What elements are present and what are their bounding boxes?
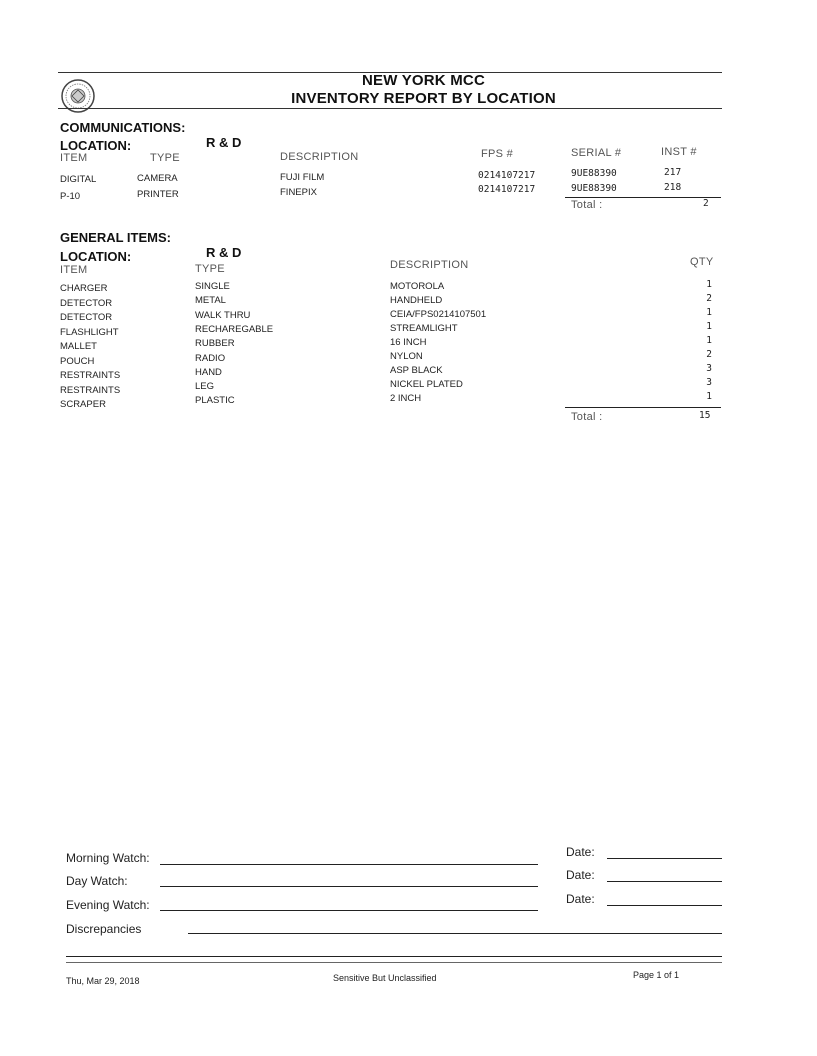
comm-col-fps: FPS # (481, 148, 514, 160)
table-row-gen-8-description: 2 INCH (390, 393, 422, 404)
evening-date-field[interactable] (607, 905, 722, 906)
table-row-gen-7-item: RESTRAINTS (60, 384, 121, 396)
day-watch-signature-field[interactable] (160, 886, 538, 887)
table-row-gen-6-item: RESTRAINTS (60, 370, 121, 381)
morning-date-label: Date: (566, 845, 595, 859)
general-section-label: GENERAL ITEMS: (60, 230, 171, 245)
table-row-gen-2-item: DETECTOR (60, 312, 113, 323)
comm-col-type: TYPE (150, 152, 180, 164)
discrepancies-label: Discrepancies (66, 922, 142, 936)
discrepancies-field[interactable] (188, 933, 722, 934)
table-row-gen-0-type: SINGLE (195, 281, 230, 292)
evening-watch-signature-field[interactable] (160, 910, 538, 911)
header-bottom-rule (58, 108, 722, 109)
table-row-gen-6-type: HAND (195, 366, 222, 378)
table-row-gen-0-qty: 1 (706, 279, 712, 290)
morning-watch-signature-field[interactable] (160, 864, 538, 865)
footer-rule (66, 962, 722, 963)
table-row-comm-0-item: DIGITAL (60, 174, 97, 185)
table-row-gen-5-description: NYLON (390, 351, 423, 362)
table-row-gen-3-item: FLASHLIGHT (60, 326, 119, 338)
morning-date-field[interactable] (607, 858, 722, 859)
table-row-gen-0-description: MOTOROLA (390, 281, 445, 292)
table-row-gen-7-type: LEG (195, 381, 215, 393)
org-title: NEW YORK MCC (362, 72, 485, 89)
table-row-comm-1-item: P-10 (60, 191, 81, 202)
table-row-gen-5-type: RADIO (195, 352, 226, 364)
table-row-gen-2-type: WALK THRU (195, 309, 251, 321)
table-row-gen-4-type: RUBBER (195, 338, 235, 350)
table-row-comm-0-type: CAMERA (137, 173, 178, 184)
discrepancies-field-2[interactable] (66, 956, 722, 957)
table-row-gen-3-type: RECHAREGABLE (195, 323, 274, 335)
page-number: Page 1 of 1 (633, 970, 680, 980)
table-row-comm-0-inst: 217 (664, 167, 682, 178)
table-row-gen-4-item: MALLET (60, 341, 97, 352)
comm-col-inst: INST # (661, 146, 697, 158)
gen-total-rule (565, 407, 721, 408)
comm-total-label: Total : (571, 199, 603, 211)
general-location-value: R & D (206, 245, 242, 260)
communications-location-value: R & D (206, 135, 242, 150)
table-row-comm-1-fps: 0214107217 (478, 184, 536, 195)
table-row-gen-1-qty: 2 (706, 293, 712, 304)
morning-watch-label: Morning Watch: (66, 851, 150, 865)
communications-section-label: COMMUNICATIONS: (60, 120, 186, 135)
evening-date-label: Date: (566, 892, 595, 906)
general-location-label: LOCATION: (60, 249, 132, 264)
report-date: Thu, Mar 29, 2018 (66, 976, 140, 986)
table-row-gen-8-qty: 1 (706, 391, 712, 402)
day-date-label: Date: (566, 868, 595, 882)
table-row-gen-2-qty: 1 (706, 307, 712, 318)
gen-col-type: TYPE (195, 263, 225, 275)
table-row-comm-1-type: PRINTER (137, 189, 179, 200)
gen-total-label: Total : (571, 411, 603, 423)
day-watch-label: Day Watch: (66, 874, 128, 888)
report-title: INVENTORY REPORT BY LOCATION (291, 90, 556, 107)
gen-col-qty: QTY (690, 256, 714, 268)
table-row-gen-6-description: ASP BLACK (390, 365, 443, 376)
comm-total-value: 2 (703, 198, 709, 209)
table-row-gen-3-qty: 1 (706, 321, 712, 332)
table-row-comm-0-description: FUJI FILM (280, 172, 325, 183)
table-row-gen-0-item: CHARGER (60, 283, 108, 294)
classification-label: Sensitive But Unclassified (333, 973, 437, 983)
table-row-comm-1-description: FINEPIX (280, 187, 317, 198)
gen-col-item: ITEM (60, 264, 88, 276)
table-row-gen-7-qty: 3 (706, 377, 712, 388)
comm-col-serial: SERIAL # (571, 147, 622, 159)
table-row-gen-4-description: 16 INCH (390, 337, 427, 348)
table-row-gen-2-description: CEIA/FPS0214107501 (390, 309, 487, 320)
gen-col-description: DESCRIPTION (390, 259, 469, 271)
table-row-gen-1-item: DETECTOR (60, 297, 113, 309)
evening-watch-label: Evening Watch: (66, 898, 150, 912)
table-row-comm-1-inst: 218 (664, 182, 682, 193)
comm-col-item: ITEM (60, 152, 88, 164)
table-row-gen-8-item: SCRAPER (60, 399, 106, 410)
table-row-comm-0-fps: 0214107217 (478, 170, 536, 181)
table-row-gen-1-type: METAL (195, 295, 226, 307)
gen-total-value: 15 (699, 410, 711, 421)
table-row-comm-0-serial: 9UE88390 (571, 168, 617, 179)
table-row-gen-8-type: PLASTIC (195, 395, 235, 407)
communications-location-label: LOCATION: (60, 138, 132, 153)
table-row-gen-3-description: STREAMLIGHT (390, 323, 458, 334)
table-row-gen-7-description: NICKEL PLATED (390, 379, 463, 390)
day-date-field[interactable] (607, 881, 722, 882)
table-row-gen-4-qty: 1 (706, 335, 712, 346)
table-row-comm-1-serial: 9UE88390 (571, 183, 617, 194)
table-row-gen-5-item: POUCH (60, 355, 95, 367)
comm-col-description: DESCRIPTION (280, 151, 359, 163)
table-row-gen-1-description: HANDHELD (390, 295, 443, 306)
table-row-gen-6-qty: 3 (706, 363, 712, 374)
table-row-gen-5-qty: 2 (706, 349, 712, 360)
comm-total-rule (565, 197, 721, 198)
